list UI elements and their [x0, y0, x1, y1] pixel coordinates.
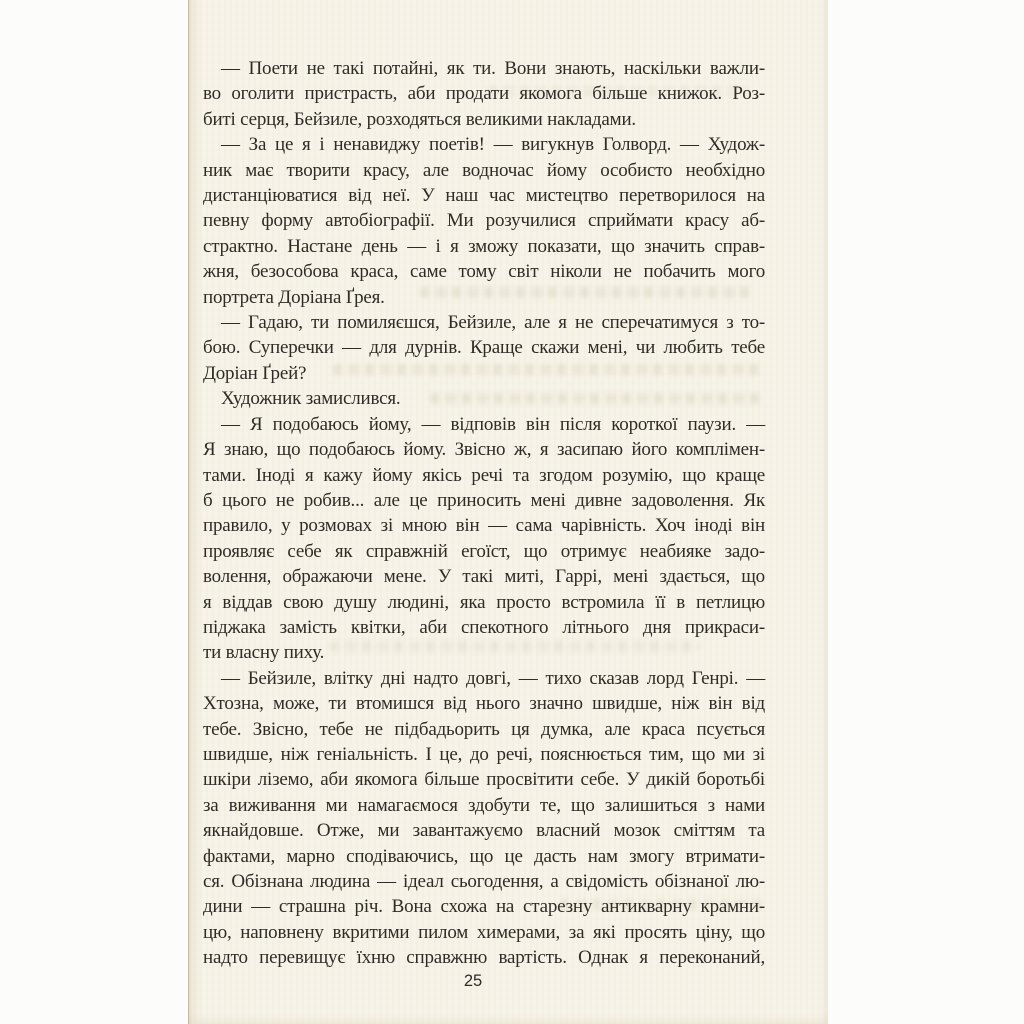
text-line: ник має творити красу, але водночас йому особисто необхідно: [203, 159, 765, 181]
text-line: ся. Обізнана людина — ідеал сьогодення, а свідомість обізнаної лю-: [203, 871, 765, 892]
text-line: б цього не робив... але це приносить мені дивне задоволення. Як: [203, 489, 765, 511]
text-line: биті серця, Бейзиле, розходяться великими накладами.: [203, 108, 636, 130]
text-line: волення, ображаючи мене. У такі миті, Гаррі, мені здається, що: [203, 566, 765, 588]
page-text: [203, 56, 765, 971]
text-line: — Бейзиле, влітку дні надто довгі, — тихо сказав лорд Генрі. —: [221, 667, 765, 689]
text-line: — За це я і ненавиджу поетів! — вигукнув Голворд. — Худож-: [221, 134, 765, 156]
text-line: піджака замість квітки, аби спекотного літнього дня прикраси-: [203, 616, 765, 638]
text-line: дини — страшна річ. Вона схожа на старезну антикварну крамни-: [203, 896, 765, 918]
text-line: певну форму автобіографії. Ми розучилися сприймати красу аб-: [203, 210, 765, 232]
text-line: — Я подобаюсь йому, — відповів він після короткої паузи. —: [221, 413, 765, 435]
text-line: за виживання ми намагаємося здобути те, що залишиться з нами: [203, 794, 765, 816]
text-line: страктно. Настане день — і я зможу показати, що значить справ-: [203, 235, 765, 257]
text-line: я віддав свою душу людині, яка просто встромила її в петлицю: [203, 591, 765, 613]
text-line: жня, безособова краса, саме тому світ ніколи не побачить мого: [203, 261, 765, 283]
text-line: надто перевищує їхню справжню вартість. Однак я переконаний,: [203, 947, 765, 969]
text-line: тами. Іноді я кажу йому якісь речі та згодом розумію, що краще: [203, 464, 765, 486]
text-line: бою. Суперечки — для дурнів. Краще скажи мені, чи любить тебе: [203, 337, 765, 359]
text-line: портрета Доріана Ґрея.: [203, 286, 385, 308]
text-line: Я знаю, що подобаюсь йому. Звісно ж, я засипаю його комплімен-: [203, 439, 765, 461]
page-number: 25: [463, 972, 483, 990]
text-line: цю, наповнену вкритими пилом химерами, за які просять ціну, що: [203, 921, 765, 943]
text-line: Доріан Ґрей?: [203, 362, 307, 384]
text-line: проявляє себе як справжній егоїст, що отримує неабияке задо-: [203, 540, 765, 562]
text-line: правило, у розмовах зі мною він — сама чарівність. Хоч іноді він: [203, 515, 765, 537]
text-line: ти власну пиху.: [203, 642, 325, 664]
text-line: швидше, ніж геніальність. І це, до речі, пояснюється тим, що ми зі: [203, 743, 765, 765]
text-line: фактами, марно сподіваючись, що це дасть нам змогу втримати-: [203, 845, 765, 867]
text-line: Хтозна, може, ти втомишся від нього значно швидше, ніж він від: [203, 693, 765, 715]
text-line: во оголити пристрасть, аби продати якомога більше книжок. Роз-: [203, 83, 765, 105]
text-line: шкіри ліземо, аби якомога більше просвітити себе. У дикій боротьбі: [203, 769, 765, 791]
text-line: тебе. Звісно, тебе не підбадьорить ця думка, але краса псується: [203, 718, 765, 740]
text-line: якнайдовше. Отже, ми завантажуємо власний мозок сміттям та: [203, 820, 765, 842]
text-line: Художник замислився.: [221, 388, 401, 410]
text-line: — Поети не такі потайні, як ти. Вони знають, наскільки важли-: [221, 58, 765, 79]
book-page: [188, 0, 828, 1024]
text-line: — Гадаю, ти помиляєшся, Бейзиле, але я не сперечатимуся з то-: [221, 312, 765, 334]
text-line: дистанціюватися від неї. У наш час мистецтво перетворилося на: [203, 185, 765, 207]
